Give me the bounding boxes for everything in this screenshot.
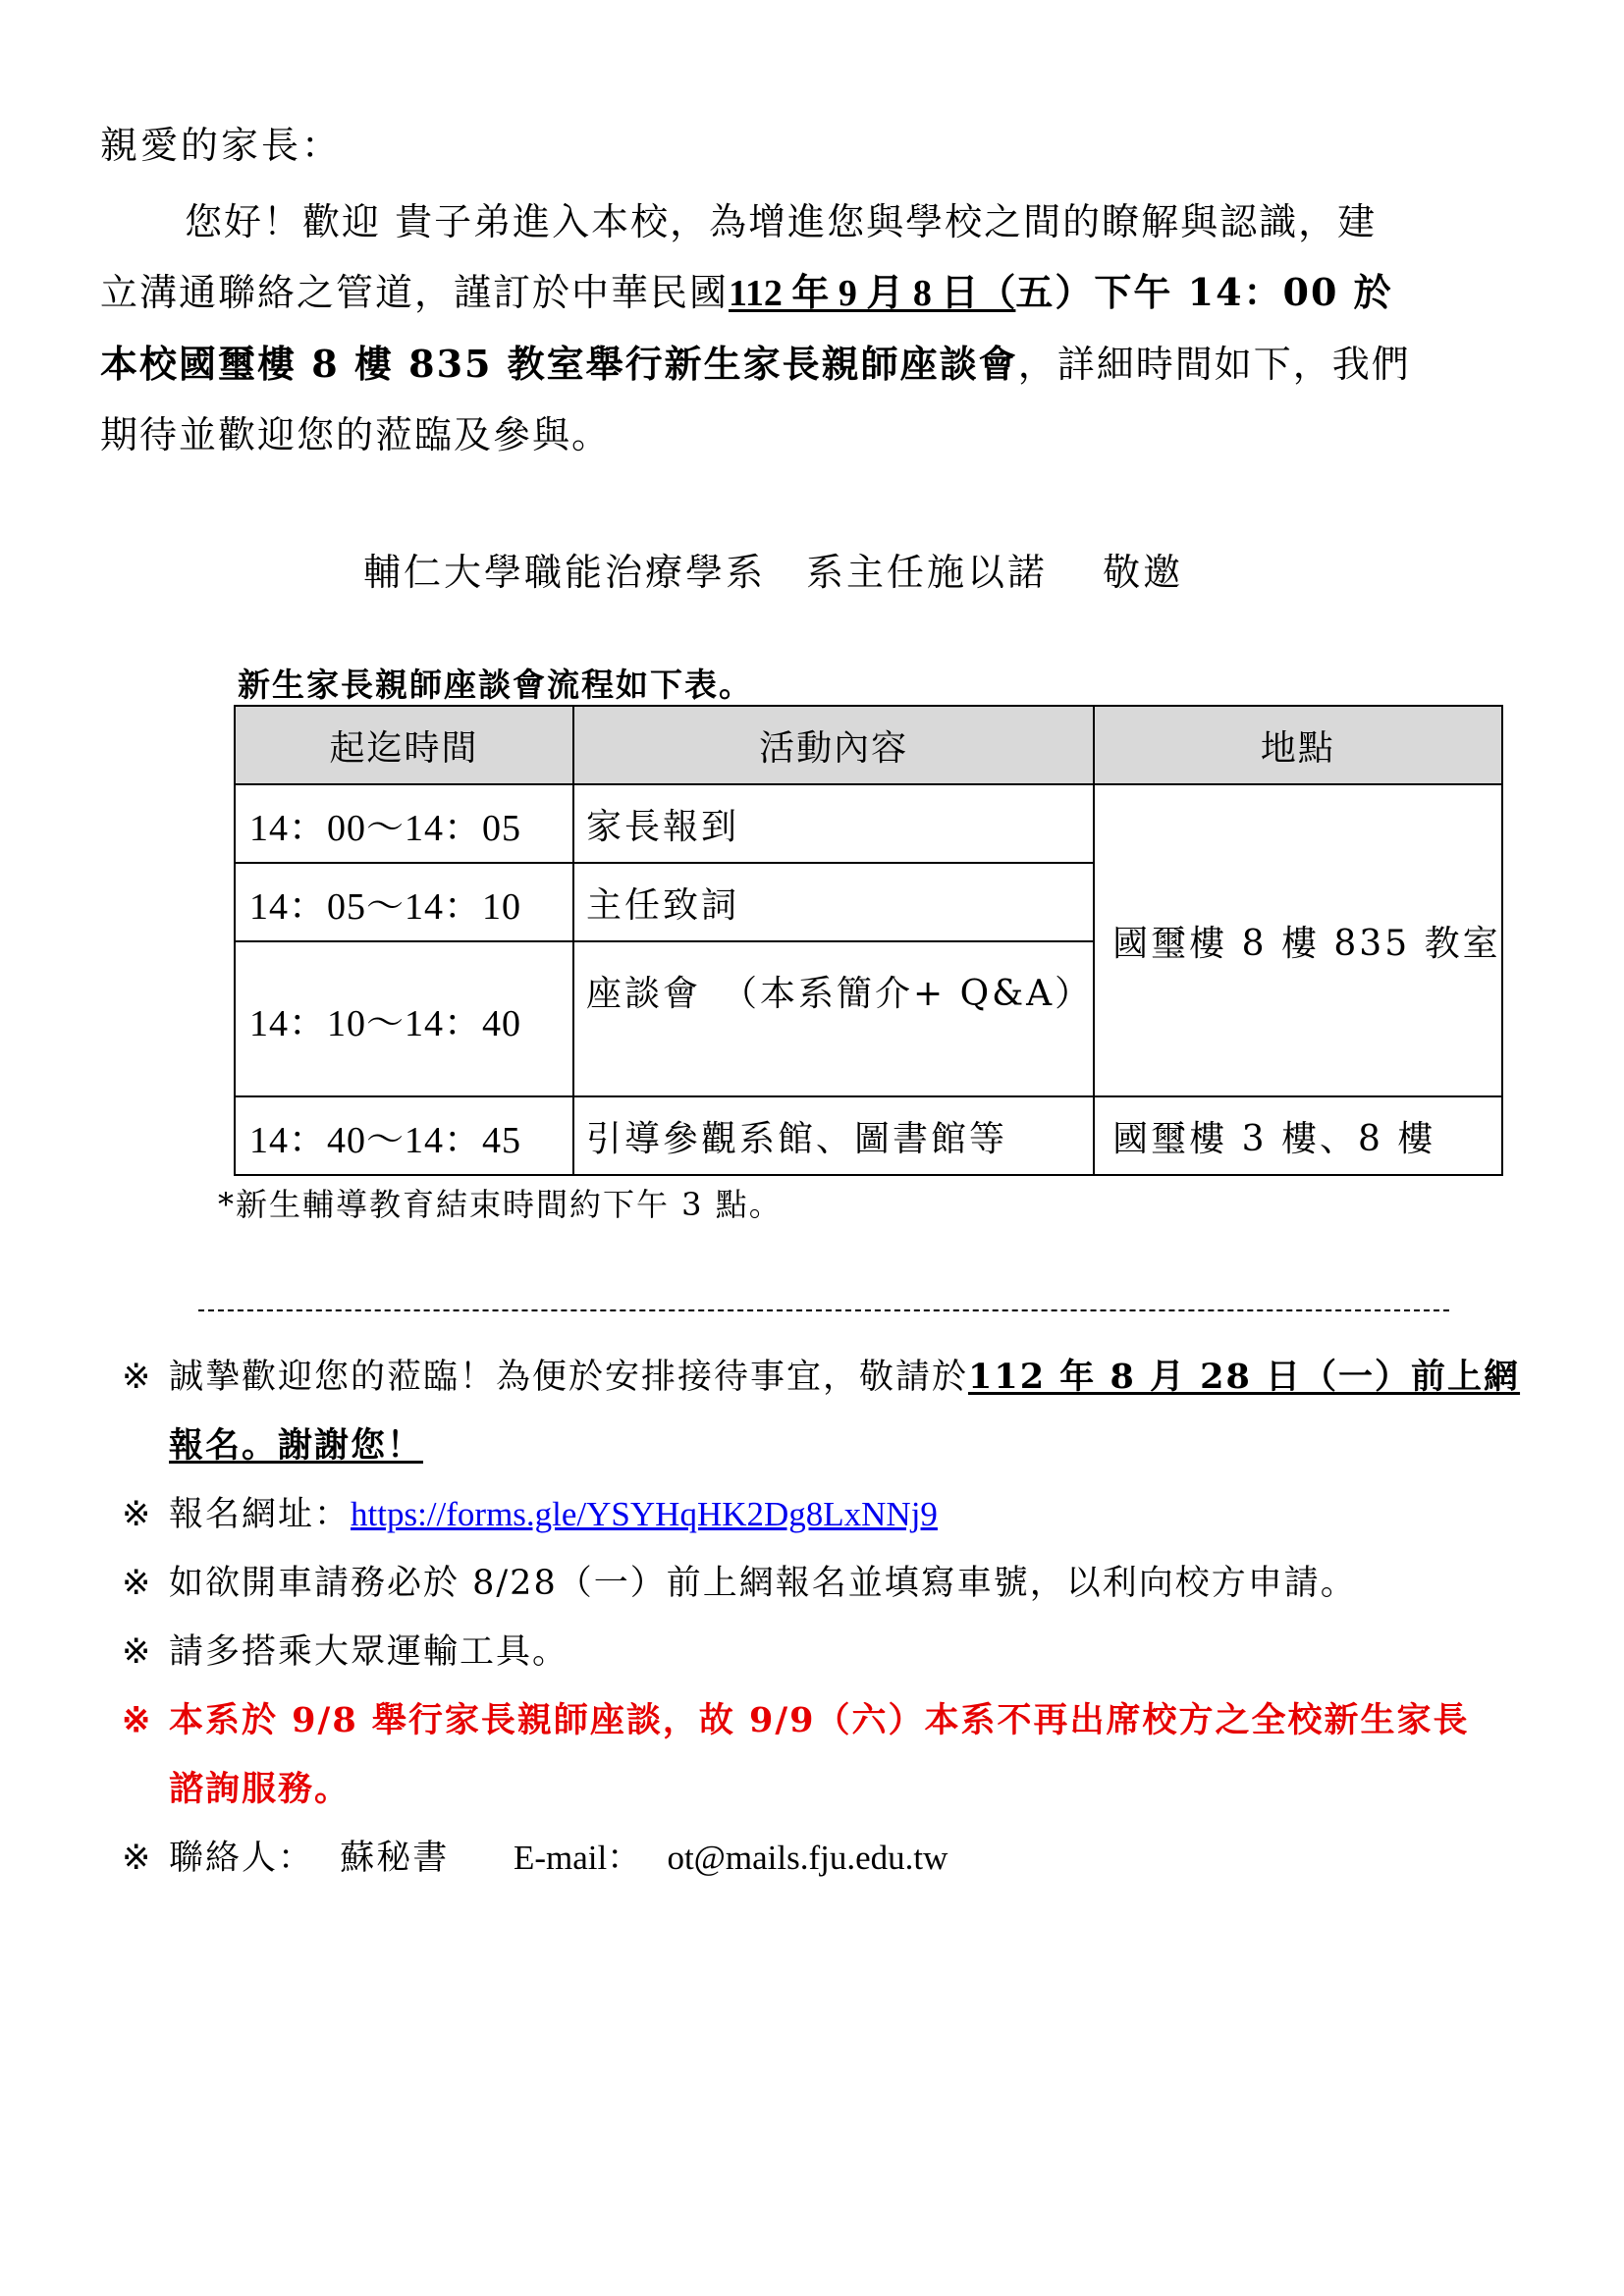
footnote: *新生輔導教育結束時間約下午 3 點。	[218, 1186, 783, 1223]
intro-line-3	[100, 329, 1526, 400]
intro-line-2	[100, 257, 1526, 329]
note-text: 如欲開車請務必於 8/28（一）前上網報名並填寫車號，以利向校方申請。	[169, 1564, 1357, 1603]
registration-deadline: 112 年 8 月 28 日（一）前上網	[968, 1357, 1521, 1397]
notes-list	[122, 1343, 1536, 1893]
header-location: 地點	[1094, 706, 1501, 784]
row-time: 14：40～14：45	[235, 1096, 573, 1175]
row-activity: 主任致詞	[573, 863, 1094, 941]
table-header-row	[235, 706, 1502, 784]
note-text: 請多搭乘大眾運輸工具。	[169, 1632, 569, 1672]
intro-line-2-prefix: 立溝通聯絡之管道，謹訂於中華民國	[100, 271, 730, 314]
reference-mark-icon: ※	[122, 1495, 153, 1534]
meeting-date: 112 年 9 月 8 日（	[729, 273, 1016, 314]
row-activity: 座談會 （本系簡介+ Q&A）	[573, 941, 1094, 1096]
reference-mark-icon: ※	[122, 1358, 153, 1397]
note-text-continued: 諮詢服務。	[169, 1769, 352, 1809]
intro-line-1: 您好！歡迎 貴子弟進入本校，為增進您與學校之間的瞭解與認識，建	[185, 200, 1378, 243]
contact-email: ot@mails.fju.edu.tw	[667, 1839, 948, 1877]
note-text-continued: 報名。謝謝您！	[169, 1425, 424, 1466]
note-registration-url	[122, 1480, 1536, 1549]
note-text: 誠摯歡迎您的蒞臨！為便於安排接待事宜，敬請於	[169, 1358, 969, 1397]
email-label: E-mail：	[513, 1839, 642, 1877]
intro-paragraph	[100, 187, 1526, 470]
salutation: 親愛的家長：	[100, 124, 343, 167]
meeting-venue: 本校國璽樓 8 樓 835 教室舉行新生家長親師座談會	[100, 342, 1018, 386]
contact-name: 蘇秘書	[340, 1839, 450, 1878]
registration-link[interactable]: https://forms.gle/YSYHqHK2Dg8LxNNj9	[351, 1495, 938, 1533]
note-text: 本系於 9/8 舉行家長親師座談，故 9/9（六）本系不再出席校方之全校新生家長	[169, 1700, 1470, 1740]
table-row	[235, 1096, 1502, 1175]
row-location: 國璽樓 3 樓、8 樓	[1094, 1096, 1501, 1175]
contact-label: 聯絡人：	[169, 1839, 315, 1878]
merged-location: 國璽樓 8 樓 835 教室	[1094, 784, 1501, 1096]
row-time: 14：05～14：10	[235, 863, 573, 941]
signature: 輔仁大學職能治療學系 系主任施以諾 敬邀	[363, 551, 1184, 594]
row-activity: 家長報到	[573, 784, 1094, 863]
reference-mark-icon: ※	[122, 1700, 153, 1740]
row-activity: 引導參觀系館、圖書館等	[573, 1096, 1094, 1175]
meeting-time: 五）下午 14：00 於	[1015, 270, 1393, 314]
reference-mark-icon: ※	[122, 1839, 153, 1878]
table-row	[235, 784, 1502, 863]
dashed-divider	[198, 1309, 1449, 1311]
row-time: 14：10～14：40	[235, 941, 573, 1096]
row-time: 14：00～14：05	[235, 784, 573, 863]
reference-mark-icon: ※	[122, 1632, 153, 1672]
note-important	[122, 1686, 1536, 1824]
header-time: 起迄時間	[235, 706, 573, 784]
schedule-table	[234, 705, 1503, 1176]
note-label: 報名網址：	[169, 1495, 352, 1534]
note-registration-deadline	[122, 1343, 1536, 1480]
table-caption: 新生家長親師座談會流程如下表。	[238, 666, 753, 704]
header-activity: 活動內容	[573, 706, 1094, 784]
note-parking	[122, 1549, 1536, 1618]
note-contact	[122, 1824, 1536, 1893]
reference-mark-icon: ※	[122, 1564, 153, 1603]
intro-line-4: 期待並歡迎您的蒞臨及參與。	[100, 413, 612, 456]
note-public-transport	[122, 1618, 1536, 1686]
intro-line-3-rest: ，詳細時間如下，我們	[1017, 343, 1411, 386]
